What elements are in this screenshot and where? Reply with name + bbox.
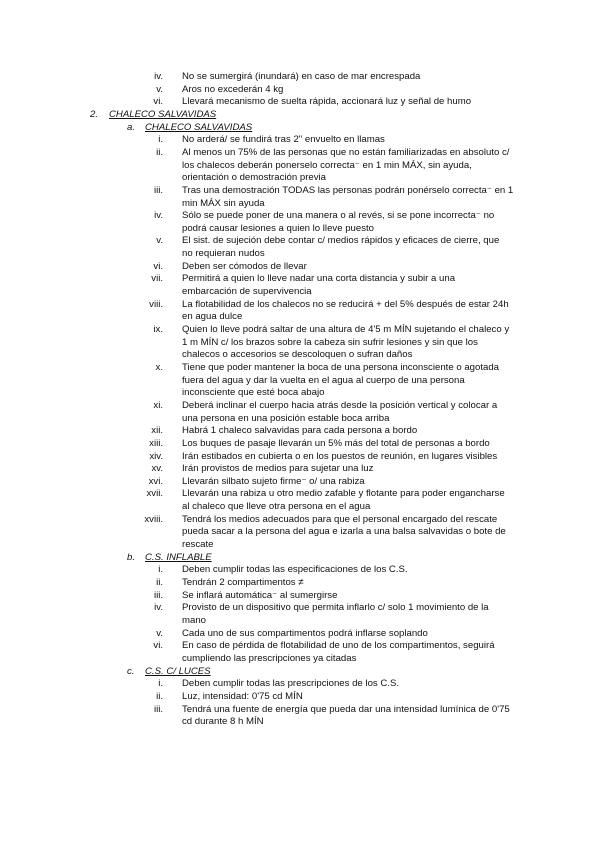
subsection-title: CHALECO SALVAVIDAS xyxy=(145,121,253,133)
section-number: 2. xyxy=(90,108,99,120)
item-text: No se sumergirá (inundará) en caso de mar encrespada xyxy=(182,71,421,82)
item-text: podrá causar lesiones a quien lo lleve puesto xyxy=(182,222,375,234)
item-text: en agua dulce xyxy=(182,311,243,323)
item-text: embarcación de supervivencia xyxy=(182,286,312,298)
item-text: los chalecos deberán ponerselo correcta⁻ en 1 min MÁX, sin ayuda, xyxy=(182,159,472,171)
section-title: CHALECO SALVAVIDAS xyxy=(109,108,217,120)
item-text: Sólo se puede poner de una manera o al revés, si se pone incorrecta⁻ no xyxy=(182,210,495,222)
item-text: cd durante 8 h MÍN xyxy=(182,716,264,728)
item-text: no requieran nudos xyxy=(182,248,265,260)
item-text: al chaleco que lleve otra persona en el agua xyxy=(182,501,371,513)
item-text: Aros no excederán 4 kg xyxy=(182,83,284,95)
item-text: inconsciente que esté boca abajo xyxy=(182,387,325,399)
item-number: v. xyxy=(156,627,163,639)
item-number: ii. xyxy=(156,577,163,588)
item-text: Habrá 1 chaleco salvavidas para cada persona a bordo xyxy=(182,425,418,437)
item-text: Tiene que poder mantener la boca de una persona inconsciente o agotada xyxy=(182,361,500,373)
item-number: xv. xyxy=(151,463,163,475)
item-number: vi. xyxy=(153,96,163,108)
item-text: Tendrá los medios adecuados para que el personal encargado del rescate xyxy=(182,513,498,525)
item-text: orientación o demostración previa xyxy=(182,172,326,184)
item-number: i. xyxy=(158,564,163,576)
item-number: v. xyxy=(156,83,163,95)
item-text: rescate xyxy=(182,539,214,551)
item-text: Llevarán silbato sujeto firme⁻ o/ una rabiza xyxy=(182,475,365,487)
item-text: Los buques de pasaje llevarán un 5% más del total de personas a bordo xyxy=(182,437,490,449)
item-number: iii. xyxy=(153,703,163,715)
item-number: iii. xyxy=(153,184,163,196)
item-text: Deben ser cómodos de llevar xyxy=(182,260,307,272)
item-text: Llevarán una rabiza u otro medio zafable y flotante para poder engancharse xyxy=(182,488,505,500)
item-number: xvi. xyxy=(148,475,163,487)
item-text: mano xyxy=(182,614,206,626)
item-number: iv. xyxy=(154,602,163,614)
item-number: xvii. xyxy=(146,488,163,500)
item-text: No arderá/ se fundirá tras 2" envuelto en llamas xyxy=(182,134,385,146)
item-number: xviii. xyxy=(144,513,163,525)
item-text: Deben cumplir todas las prescripciones de los C.S. xyxy=(182,678,400,690)
item-text: Deberá inclinar el cuerpo hacia atrás desde la posición vertical y colocar a xyxy=(182,399,498,411)
item-number: x. xyxy=(155,361,163,373)
item-number: iii. xyxy=(153,589,163,601)
item-number: xiv. xyxy=(149,450,163,462)
item-text: El sist. de sujeción debe contar c/ medios rápidos y eficaces de cierre, que xyxy=(182,235,500,247)
item-number: iv. xyxy=(154,71,163,82)
item-text: Tendrán 2 compartimentos ≠ xyxy=(182,577,304,588)
item-text: Irán estibados en cubierta o en los puestos de reunión, en lugares visibles xyxy=(182,450,498,462)
item-text: fuera del agua y dar la vuelta en el agua al cuerpo de una persona xyxy=(182,374,465,386)
item-number: xi. xyxy=(153,399,163,411)
item-number: vi. xyxy=(153,260,163,272)
item-number: ix. xyxy=(153,324,163,335)
item-number: v. xyxy=(156,235,163,247)
item-number: vii. xyxy=(151,273,163,285)
item-text: cumpliendo las prescripciones ya citadas xyxy=(182,652,357,664)
item-text: min MÁX sin ayuda xyxy=(182,197,265,209)
item-text: Irán provistos de medios para sujetar una luz xyxy=(182,463,374,475)
item-text: Deben cumplir todas las especificaciones de los C.S. xyxy=(182,564,408,576)
subsection-letter: b. xyxy=(127,551,136,563)
item-text: Cada uno de sus compartimentos podrá inflarse soplando xyxy=(182,627,428,639)
item-number: ii. xyxy=(156,146,163,158)
subsection-title: C.S. INFLABLE xyxy=(145,551,212,563)
item-number: ii. xyxy=(156,690,163,702)
item-number: xii. xyxy=(151,425,163,437)
item-text: una persona en una posición estable boca arriba xyxy=(182,412,390,424)
item-text: pueda sacar a la persona del agua e izarla a una balsa salvavidas o bote de xyxy=(182,526,506,538)
item-text: 1 m MÍN c/ los brazos sobre la cabeza sin sufrir lesiones y sin que los xyxy=(182,336,478,348)
item-text: Permitirá a quien lo lleve nadar una corta distancia y subir a una xyxy=(182,273,456,285)
item-text: Tras una demostración TODAS las personas podrán ponérselo correcta⁻ en 1 xyxy=(182,184,514,196)
item-number: vi. xyxy=(153,640,163,652)
item-text: Luz, intensidad: 0'75 cd MÍN xyxy=(182,690,303,702)
item-text: En caso de pérdida de flotabilidad de uno de los compartimentos, seguirá xyxy=(182,640,495,652)
subsection-letter: c. xyxy=(127,665,135,677)
item-text: Se inflará automática⁻ al sumergirse xyxy=(182,589,338,601)
item-number: iv. xyxy=(154,210,163,222)
item-number: viii. xyxy=(149,298,163,310)
item-text: La flotabilidad de los chalecos no se reducirá + del 5% después de estar 24h xyxy=(182,298,509,310)
item-text: Provisto de un dispositivo que permita inflarlo c/ solo 1 movimiento de la xyxy=(182,602,489,614)
subsection-title: C.S. C/ LUCES xyxy=(145,665,211,677)
item-text: Quien lo lleve podrá saltar de una altura de 4'5 m MÍN sujetando el chaleco y xyxy=(182,324,510,335)
item-text: Tendrá una fuente de energía que pueda dar una intensidad lumínica de 0'75 xyxy=(182,703,510,715)
subsection-letter: a. xyxy=(127,121,136,133)
item-text: Llevará mecanismo de suelta rápida, accionará luz y señal de humo xyxy=(182,96,472,108)
item-number: xiii. xyxy=(149,437,163,449)
item-number: i. xyxy=(158,678,163,690)
item-number: i. xyxy=(158,134,163,146)
item-text: chalecos o accesorios se descoloquen o sufran daños xyxy=(182,349,413,361)
item-text: Al menos un 75% de las personas que no están familiarizadas en absoluto c/ xyxy=(182,146,510,158)
